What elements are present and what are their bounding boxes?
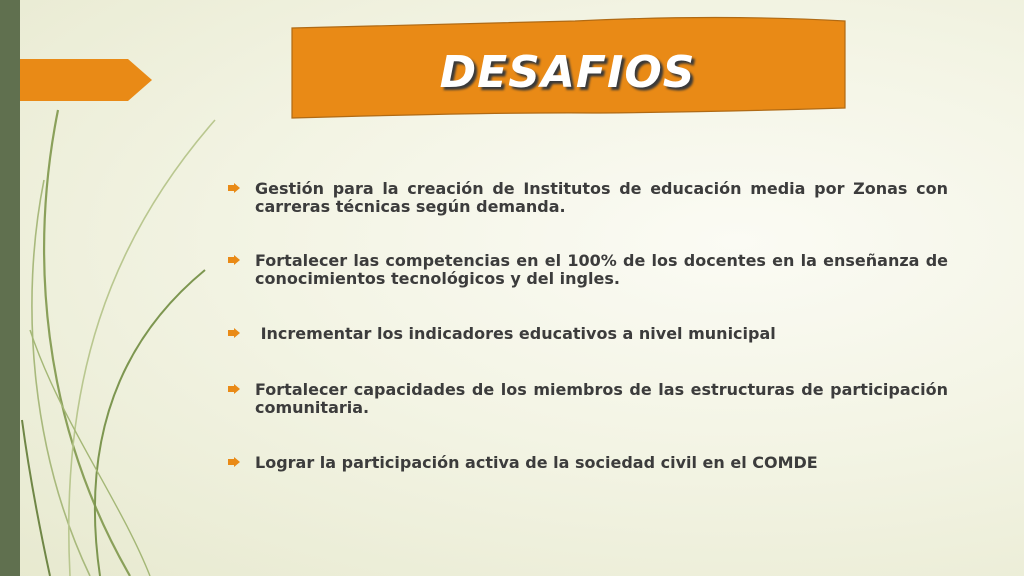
bullet-text: Incrementar los indicadores educativos a nivel municipal (255, 324, 776, 343)
list-item (228, 325, 948, 343)
arrow-right-icon (228, 328, 240, 338)
slide-title: DESAFIOS (439, 47, 696, 98)
arrow-right-icon (228, 183, 240, 193)
arrow-right-icon (228, 457, 240, 467)
bullet-text: Fortalecer capacidades de los miembros de las estructuras de participación comunitaria. (255, 380, 948, 417)
list-item (228, 454, 948, 472)
arrow-right-icon (228, 384, 240, 394)
bullet-text: Gestión para la creación de Institutos de educación media por Zonas con carreras técnicas según demanda. (255, 179, 948, 216)
bullet-text: Lograr la participación activa de la sociedad civil en el COMDE (255, 453, 818, 472)
bullet-list (228, 180, 948, 472)
list-item (228, 180, 948, 216)
list-item (228, 381, 948, 417)
list-item (228, 252, 948, 288)
bullet-text: Fortalecer las competencias en el 100% de los docentes en la enseñanza de conocimientos tecnológicos y del ingles. (255, 251, 948, 288)
arrow-right-icon (228, 255, 240, 265)
